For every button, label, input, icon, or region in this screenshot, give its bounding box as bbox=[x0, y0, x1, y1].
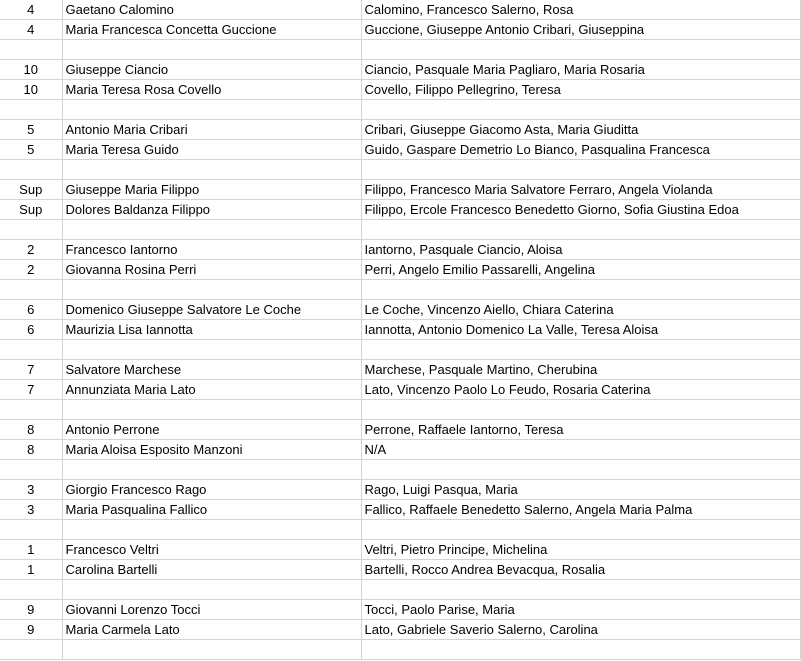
name-cell[interactable]: Dolores Baldanza Filippo bbox=[62, 200, 361, 220]
name-cell[interactable]: Salvatore Marchese bbox=[62, 360, 361, 380]
name-cell[interactable] bbox=[62, 520, 361, 540]
table-row bbox=[0, 420, 800, 440]
name-cell[interactable]: Maria Aloisa Esposito Manzoni bbox=[62, 440, 361, 460]
number-cell[interactable]: 9 bbox=[0, 600, 62, 620]
table-row bbox=[0, 440, 800, 460]
table-row bbox=[0, 60, 800, 80]
number-cell[interactable]: 8 bbox=[0, 420, 62, 440]
number-cell[interactable]: 8 bbox=[0, 440, 62, 460]
parents-cell[interactable] bbox=[361, 400, 800, 420]
table-row bbox=[0, 260, 800, 280]
name-cell[interactable] bbox=[62, 40, 361, 60]
name-cell[interactable] bbox=[62, 640, 361, 660]
parents-cell[interactable] bbox=[361, 460, 800, 480]
number-cell[interactable]: 6 bbox=[0, 320, 62, 340]
number-cell[interactable] bbox=[0, 400, 62, 420]
parents-cell[interactable]: Iannotta, Antonio Domenico La Valle, Teresa Aloisa bbox=[361, 320, 800, 340]
number-cell[interactable] bbox=[0, 520, 62, 540]
name-cell[interactable] bbox=[62, 100, 361, 120]
number-cell[interactable] bbox=[0, 580, 62, 600]
name-cell[interactable]: Giovanna Rosina Perri bbox=[62, 260, 361, 280]
number-cell[interactable]: 3 bbox=[0, 500, 62, 520]
table-row bbox=[0, 80, 800, 100]
number-cell[interactable] bbox=[0, 340, 62, 360]
parents-cell[interactable]: Le Coche, Vincenzo Aiello, Chiara Caterina bbox=[361, 300, 800, 320]
number-cell[interactable] bbox=[0, 220, 62, 240]
name-cell[interactable]: Maria Carmela Lato bbox=[62, 620, 361, 640]
table-row bbox=[0, 20, 800, 40]
table-row bbox=[0, 480, 800, 500]
parents-cell[interactable] bbox=[361, 280, 800, 300]
table-row bbox=[0, 380, 800, 400]
table-row bbox=[0, 560, 800, 580]
number-cell[interactable]: 1 bbox=[0, 540, 62, 560]
number-cell[interactable] bbox=[0, 280, 62, 300]
table-row bbox=[0, 600, 800, 620]
name-cell[interactable]: Antonio Perrone bbox=[62, 420, 361, 440]
name-cell[interactable] bbox=[62, 460, 361, 480]
parents-cell[interactable] bbox=[361, 220, 800, 240]
table-row bbox=[0, 520, 800, 540]
table-row bbox=[0, 300, 800, 320]
table-row bbox=[0, 120, 800, 140]
table-row bbox=[0, 640, 800, 660]
number-cell[interactable]: 10 bbox=[0, 80, 62, 100]
name-cell[interactable]: Maria Teresa Guido bbox=[62, 140, 361, 160]
number-cell[interactable]: 4 bbox=[0, 0, 62, 20]
name-cell[interactable] bbox=[62, 220, 361, 240]
number-cell[interactable]: 7 bbox=[0, 360, 62, 380]
parents-cell[interactable]: Perrone, Raffaele Iantorno, Teresa bbox=[361, 420, 800, 440]
name-cell[interactable]: Maria Francesca Concetta Guccione bbox=[62, 20, 361, 40]
name-cell[interactable]: Annunziata Maria Lato bbox=[62, 380, 361, 400]
name-cell[interactable]: Carolina Bartelli bbox=[62, 560, 361, 580]
parents-cell[interactable]: N/A bbox=[361, 440, 800, 460]
name-cell[interactable]: Francesco Veltri bbox=[62, 540, 361, 560]
parents-cell[interactable] bbox=[361, 100, 800, 120]
table-row bbox=[0, 360, 800, 380]
parents-cell[interactable]: Covello, Filippo Pellegrino, Teresa bbox=[361, 80, 800, 100]
parents-cell[interactable] bbox=[361, 580, 800, 600]
number-cell[interactable] bbox=[0, 640, 62, 660]
table-row bbox=[0, 140, 800, 160]
parents-cell[interactable]: Lato, Gabriele Saverio Salerno, Carolina bbox=[361, 620, 800, 640]
table-row bbox=[0, 220, 800, 240]
name-cell[interactable] bbox=[62, 340, 361, 360]
table-row bbox=[0, 200, 800, 220]
number-cell[interactable] bbox=[0, 160, 62, 180]
number-cell[interactable]: 10 bbox=[0, 60, 62, 80]
parents-cell[interactable] bbox=[361, 640, 800, 660]
name-cell[interactable] bbox=[62, 280, 361, 300]
table-row bbox=[0, 400, 800, 420]
name-cell[interactable] bbox=[62, 580, 361, 600]
name-cell[interactable]: Francesco Iantorno bbox=[62, 240, 361, 260]
parents-cell[interactable] bbox=[361, 40, 800, 60]
table-row bbox=[0, 620, 800, 640]
number-cell[interactable]: 5 bbox=[0, 120, 62, 140]
name-cell[interactable]: Maria Teresa Rosa Covello bbox=[62, 80, 361, 100]
number-cell[interactable]: Sup bbox=[0, 180, 62, 200]
table-row bbox=[0, 100, 800, 120]
table-row bbox=[0, 580, 800, 600]
name-cell[interactable]: Giuseppe Ciancio bbox=[62, 60, 361, 80]
parents-cell[interactable]: Tocci, Paolo Parise, Maria bbox=[361, 600, 800, 620]
parents-cell[interactable]: Perri, Angelo Emilio Passarelli, Angelina bbox=[361, 260, 800, 280]
number-cell[interactable]: 5 bbox=[0, 140, 62, 160]
number-cell[interactable]: 2 bbox=[0, 240, 62, 260]
number-cell[interactable]: Sup bbox=[0, 200, 62, 220]
name-cell[interactable]: Giovanni Lorenzo Tocci bbox=[62, 600, 361, 620]
table-row bbox=[0, 500, 800, 520]
name-cell[interactable]: Gaetano Calomino bbox=[62, 0, 361, 20]
parents-cell[interactable]: Guccione, Giuseppe Antonio Cribari, Giuseppina bbox=[361, 20, 800, 40]
parents-cell[interactable]: Marchese, Pasquale Martino, Cherubina bbox=[361, 360, 800, 380]
parents-cell[interactable]: Filippo, Francesco Maria Salvatore Ferraro, Angela Violanda bbox=[361, 180, 800, 200]
parents-cell[interactable]: Lato, Vincenzo Paolo Lo Feudo, Rosaria Caterina bbox=[361, 380, 800, 400]
parents-cell[interactable] bbox=[361, 160, 800, 180]
parents-cell[interactable] bbox=[361, 340, 800, 360]
number-cell[interactable]: 9 bbox=[0, 620, 62, 640]
parents-cell[interactable]: Iantorno, Pasquale Ciancio, Aloisa bbox=[361, 240, 800, 260]
name-cell[interactable]: Maria Pasqualina Fallico bbox=[62, 500, 361, 520]
table-row bbox=[0, 240, 800, 260]
number-cell[interactable] bbox=[0, 460, 62, 480]
table-row bbox=[0, 160, 800, 180]
parents-cell[interactable]: Filippo, Ercole Francesco Benedetto Giorno, Sofia Giustina Edoa bbox=[361, 200, 800, 220]
number-cell[interactable]: 3 bbox=[0, 480, 62, 500]
parents-cell[interactable]: Rago, Luigi Pasqua, Maria bbox=[361, 480, 800, 500]
name-cell[interactable]: Domenico Giuseppe Salvatore Le Coche bbox=[62, 300, 361, 320]
number-cell[interactable] bbox=[0, 40, 62, 60]
parents-cell[interactable]: Veltri, Pietro Principe, Michelina bbox=[361, 540, 800, 560]
name-cell[interactable] bbox=[62, 160, 361, 180]
number-cell[interactable] bbox=[0, 100, 62, 120]
table-row bbox=[0, 460, 800, 480]
parents-cell[interactable] bbox=[361, 520, 800, 540]
name-cell[interactable]: Antonio Maria Cribari bbox=[62, 120, 361, 140]
table-row bbox=[0, 0, 800, 20]
table-row bbox=[0, 340, 800, 360]
parents-cell[interactable]: Ciancio, Pasquale Maria Pagliaro, Maria Rosaria bbox=[361, 60, 800, 80]
number-cell[interactable]: 7 bbox=[0, 380, 62, 400]
number-cell[interactable]: 4 bbox=[0, 20, 62, 40]
parents-cell[interactable]: Calomino, Francesco Salerno, Rosa bbox=[361, 0, 800, 20]
name-cell[interactable]: Giorgio Francesco Rago bbox=[62, 480, 361, 500]
name-cell[interactable]: Maurizia Lisa Iannotta bbox=[62, 320, 361, 340]
table-row bbox=[0, 40, 800, 60]
number-cell[interactable]: 2 bbox=[0, 260, 62, 280]
parents-cell[interactable]: Cribari, Giuseppe Giacomo Asta, Maria Giuditta bbox=[361, 120, 800, 140]
table-row bbox=[0, 320, 800, 340]
parents-cell[interactable]: Fallico, Raffaele Benedetto Salerno, Angela Maria Palma bbox=[361, 500, 800, 520]
table-row bbox=[0, 540, 800, 560]
parents-cell[interactable]: Bartelli, Rocco Andrea Bevacqua, Rosalia bbox=[361, 560, 800, 580]
name-cell[interactable] bbox=[62, 400, 361, 420]
name-cell[interactable]: Giuseppe Maria Filippo bbox=[62, 180, 361, 200]
number-cell[interactable]: 6 bbox=[0, 300, 62, 320]
parents-cell[interactable]: Guido, Gaspare Demetrio Lo Bianco, Pasqualina Francesca bbox=[361, 140, 800, 160]
table-row bbox=[0, 180, 800, 200]
table-row bbox=[0, 280, 800, 300]
number-cell[interactable]: 1 bbox=[0, 560, 62, 580]
